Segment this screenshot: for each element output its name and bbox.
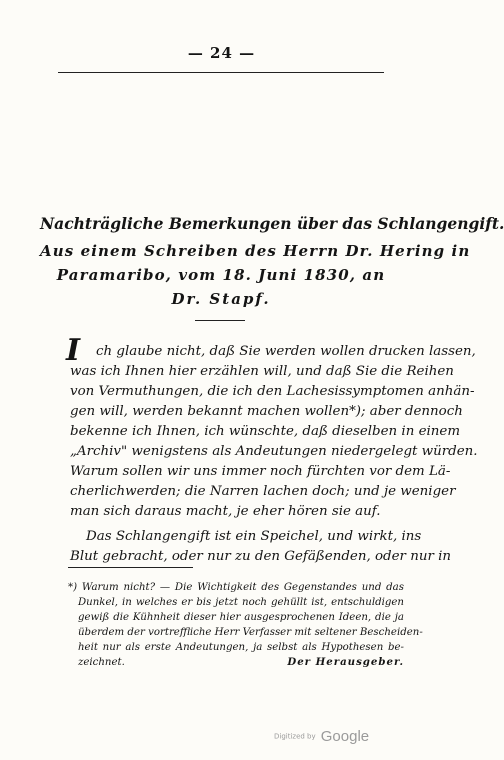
section-title: Nachträgliche Bemerkungen über das Schlangengift. [40,214,504,233]
footnote-line-5: heit nur als erste Andeutungen, ja selbst als Hypothesen be- [78,642,404,653]
google-logo: Google [320,728,370,745]
body-line-9: man sich daraus macht, je eher hören sie auf. [70,504,381,519]
page-number: — 24 — [187,44,256,62]
body-line-1: ch glaube nicht, daß Sie werden wollen drucken lassen, [96,344,476,359]
footnote-line-4: überdem der vortreffliche Herr Verfasser mit seltener Bescheiden- [78,627,423,638]
body-line-11: Blut gebracht, oder nur zu den Gefäßenden, oder nur in [70,549,452,564]
body-line-10: Das Schlangengift ist ein Speichel, und wirkt, ins [86,529,422,544]
footnote-signature: Der Herausgeber. [287,656,404,668]
body-line-3: von Vermuthungen, die ich den Lachesissymptomen anhän- [70,384,475,399]
footnote-line-1: *) Warum nicht? — Die Wichtigkeit des Gegenstandes und das [68,582,404,593]
subtitle-line-1: Aus einem Schreiben des Herrn Dr. Hering in [40,242,471,260]
body-line-4: gen will, werden bekannt machen wollen*); aber dennoch [70,404,463,419]
footnote-line-2: Dunkel, in welches er bis jetzt noch gehüllt ist, entschuldigen [78,597,404,608]
subtitle-line-2: Paramaribo, vom 18. Juni 1830, an [56,266,386,284]
header-rule [58,72,384,73]
footnote-line-6: zeichnet. [78,657,125,668]
footnote-line-3: gewiß die Kühnheit dieser hier ausgesprochenen Ideen, die ja [78,612,404,623]
body-line-7: Warum sollen wir uns immer noch fürchten vor dem Lä- [70,464,451,479]
body-line-8: cherlichwerden; die Narren lachen doch; und je weniger [70,484,456,499]
title-rule [195,320,245,321]
body-line-5: bekenne ich Ihnen, ich wünschte, daß dieselben in einem [70,424,461,439]
drop-cap: I [66,333,81,368]
body-line-6: „Archiv" wenigstens als Andeutungen niedergelegt würden. [70,444,478,459]
body-line-2: was ich Ihnen hier erzählen will, und daß Sie die Reihen [70,364,454,379]
digitized-watermark [274,726,384,746]
watermark-prefix: Digitized by [274,732,316,741]
footnote-rule [68,567,193,568]
subtitle-line-3: Dr. Stapf. [171,290,271,308]
